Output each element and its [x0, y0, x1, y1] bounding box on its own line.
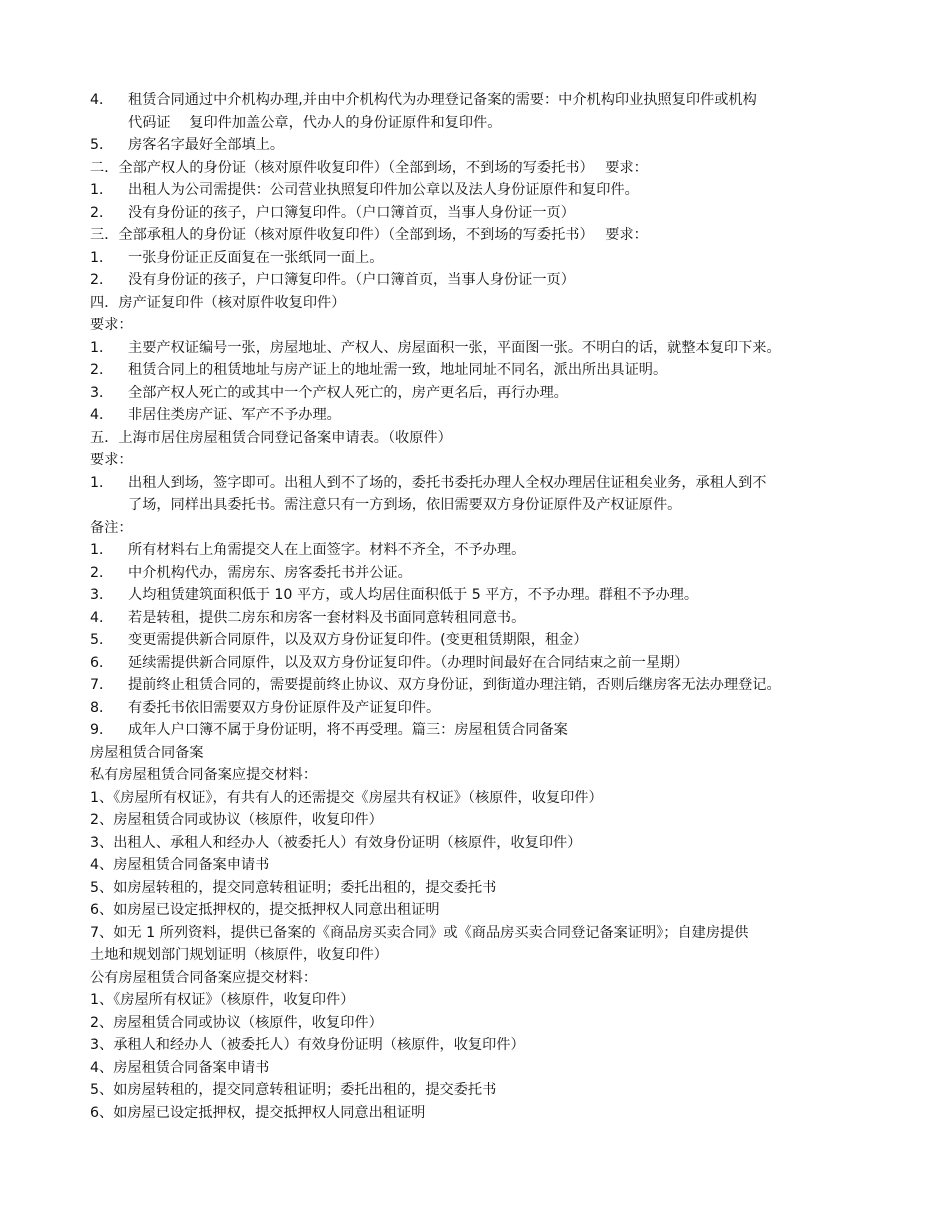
- list-number: 4．: [90, 92, 114, 108]
- text-line: [90, 899, 880, 922]
- text-line: [90, 202, 880, 225]
- line-text: 4、房屋租赁合同备案申请书: [90, 1059, 270, 1076]
- text-line: [90, 584, 880, 607]
- list-number: 5．: [90, 632, 114, 648]
- line-text: 2、房屋租赁合同或协议（核原件，收复印件）: [90, 812, 383, 828]
- document-body: [90, 89, 880, 1124]
- line-text: 私有房屋租赁合同备案应提交材料：: [90, 767, 318, 783]
- list-number: 6．: [90, 654, 114, 671]
- list-number: 1．: [90, 339, 114, 356]
- line-text: 要求：: [90, 317, 133, 333]
- text-line: [90, 517, 880, 540]
- text-line: [90, 809, 880, 832]
- text-line: [90, 742, 880, 765]
- list-number: 3．: [90, 384, 114, 401]
- text-line: [90, 674, 880, 697]
- text-line: [90, 539, 880, 562]
- text-line: [90, 359, 880, 382]
- text-line: [90, 562, 880, 585]
- line-text: 房屋租赁合同备案: [90, 744, 204, 761]
- text-line: [90, 404, 880, 427]
- list-number: 7．: [90, 677, 114, 693]
- line-text: 出租人到场，签字即可。出租人到不了场的，委托书委托办理人全权办理居住证租矣业务，承租人到不: [128, 474, 767, 491]
- line-text: 延续需提供新合同原件，以及双方身份证复印件。（办理时间最好在合同结束之前一星期）: [128, 654, 689, 671]
- text-line: [90, 292, 880, 315]
- text-line: [90, 427, 880, 450]
- text-line: [90, 134, 880, 157]
- text-line: [90, 629, 880, 652]
- line-text: 3、承租人和经办人（被委托人）有效身份证明（核原件，收复印件）: [90, 1037, 525, 1053]
- text-line: [90, 607, 880, 630]
- text-line: [90, 247, 880, 270]
- list-number: 2．: [90, 272, 114, 288]
- text-line: [90, 472, 880, 495]
- text-line: [90, 337, 880, 360]
- text-line: [90, 877, 880, 900]
- line-text: 中介机构代办，需房东、房客委托书并公证。: [128, 564, 412, 581]
- text-line: [90, 652, 880, 675]
- line-text: 租赁合同通过中介机构办理,并由中介机构代为办理登记备案的需要：中介机构印业执照复印件或机构: [128, 92, 757, 108]
- list-number: 1．: [90, 182, 114, 198]
- line-text: 五．上海市居住房屋租赁合同登记备案申请表。（收原件）: [90, 429, 452, 446]
- text-line: [90, 382, 880, 405]
- line-text: 1、《房屋所有权证》（核原件，收复印件）: [90, 992, 355, 1008]
- line-text: 4、房屋租赁合同备案申请书: [90, 857, 270, 873]
- line-text: 公有房屋租赁合同备案应提交材料：: [90, 969, 318, 986]
- line-text: 非居住类房产证、军产不予办理。: [128, 407, 341, 423]
- list-number: 9．: [90, 722, 114, 738]
- text-line: [90, 89, 880, 112]
- line-text: 要求：: [90, 452, 133, 468]
- line-text: 7、如无 1 所列资料，提供已备案的《商品房买卖合同》或《商品房买卖合同登记备案证明》；自建房提供: [90, 924, 749, 941]
- text-line: [90, 314, 880, 337]
- text-line: [90, 832, 880, 855]
- text-line: [90, 224, 880, 247]
- text-line: [90, 1057, 880, 1080]
- text-line: [90, 764, 880, 787]
- text-line: [90, 1079, 880, 1102]
- list-number: 2．: [90, 362, 114, 378]
- text-line: [90, 854, 880, 877]
- line-text: 主要产权证编号一张，房屋地址、产权人、房屋面积一张，平面图一张。不明白的话，就整本复印下来。: [128, 339, 781, 356]
- line-text: 了场，同样出具委托书。需注意只有一方到场，依旧需要双方身份证原件及产权证原件。: [128, 497, 682, 513]
- line-text: 没有身份证的孩子，户口簿复印件。（户口簿首页，当事人身份证一页）: [128, 272, 575, 288]
- text-line: [90, 494, 880, 517]
- list-number: 1．: [90, 474, 114, 491]
- text-line: [90, 179, 880, 202]
- line-text: 三．全部承租人的身份证（核对原件收复印件）（全部到场，不到场的写委托书） 要求：: [90, 227, 648, 243]
- line-text: 6、如房屋已设定抵押权的，提交抵押权人同意出租证明: [90, 902, 440, 918]
- line-text: 1、《房屋所有权证》，有共有人的还需提交《房屋共有权证》（核原件，收复印件）: [90, 789, 603, 806]
- line-text: 若是转租，提供二房东和房客一套材料及书面同意转租同意书。: [128, 609, 526, 626]
- line-text: 出租人为公司需提供：公司营业执照复印件加公章以及法人身份证原件和复印件。: [128, 182, 639, 198]
- line-text: 2、房屋租赁合同或协议（核原件，收复印件）: [90, 1014, 383, 1031]
- line-text: 全部产权人死亡的或其中一个产权人死亡的，房产更名后，再行办理。: [128, 384, 568, 401]
- text-line: [90, 989, 880, 1012]
- line-text: 3、出租人、承租人和经办人（被委托人）有效身份证明（核原件，收复印件）: [90, 834, 582, 851]
- line-text: 备注：: [90, 519, 133, 536]
- line-text: 代码证 复印件加盖公章，代办人的身份证原件和复印件。: [128, 114, 502, 131]
- text-line: [90, 1034, 880, 1057]
- line-text: 租赁合同上的租赁地址与房产证上的地址需一致，地址同址不同名，派出所出具证明。: [128, 362, 668, 378]
- text-line: [90, 944, 880, 967]
- line-text: 二．全部产权人的身份证（核对原件收复印件）（全部到场，不到场的写委托书） 要求：: [90, 159, 648, 176]
- list-number: 4．: [90, 609, 114, 626]
- text-line: [90, 719, 880, 742]
- list-number: 5．: [90, 137, 114, 153]
- text-line: [90, 269, 880, 292]
- line-text: 有委托书依旧需要双方身份证原件及产证复印件。: [128, 699, 441, 716]
- text-line: [90, 967, 880, 990]
- line-text: 成年人户口簿不属于身份证明，将不再受理。篇三：房屋租赁合同备案: [128, 722, 568, 738]
- list-number: 8．: [90, 699, 114, 716]
- list-number: 1．: [90, 542, 114, 558]
- list-number: 2．: [90, 204, 114, 221]
- line-text: 提前终止租赁合同的，需要提前终止协议、双方身份证，到街道办理注销，否则后继房客无法办理登记。: [128, 677, 781, 693]
- list-number: 4．: [90, 407, 114, 423]
- line-text: 四．房产证复印件（核对原件收复印件）: [90, 294, 346, 311]
- line-text: 人均租赁建筑面积低于 10 平方，或人均居住面积低于 5 平方，不予办理。群租不予办理。: [128, 587, 699, 603]
- text-line: [90, 1012, 880, 1035]
- line-text: 一张身份证正反面复在一张纸同一面上。: [128, 249, 384, 266]
- line-text: 5、如房屋转租的，提交同意转租证明；委托出租的，提交委托书: [90, 879, 497, 896]
- list-number: 2．: [90, 564, 114, 581]
- text-line: [90, 1102, 880, 1125]
- line-text: 6、如房屋已设定抵押权，提交抵押权人同意出租证明: [90, 1104, 426, 1121]
- line-text: 变更需提供新合同原件，以及双方身份证复印件。(变更租赁期限，租金）: [128, 632, 588, 648]
- line-text: 土地和规划部门规划证明（核原件，收复印件）: [90, 947, 388, 963]
- list-number: 3．: [90, 587, 114, 603]
- line-text: 没有身份证的孩子，户口簿复印件。（户口簿首页，当事人身份证一页）: [128, 204, 575, 221]
- text-line: [90, 922, 880, 945]
- line-text: 5、如房屋转租的，提交同意转租证明；委托出租的，提交委托书: [90, 1082, 497, 1098]
- text-line: [90, 697, 880, 720]
- line-text: 所有材料右上角需提交人在上面签字。材料不齐全，不予办理。: [128, 542, 526, 558]
- text-line: [90, 449, 880, 472]
- text-line: [90, 112, 880, 135]
- text-line: [90, 157, 880, 180]
- text-line: [90, 787, 880, 810]
- line-text: 房客名字最好全部填上。: [128, 137, 285, 153]
- list-number: 1．: [90, 249, 114, 266]
